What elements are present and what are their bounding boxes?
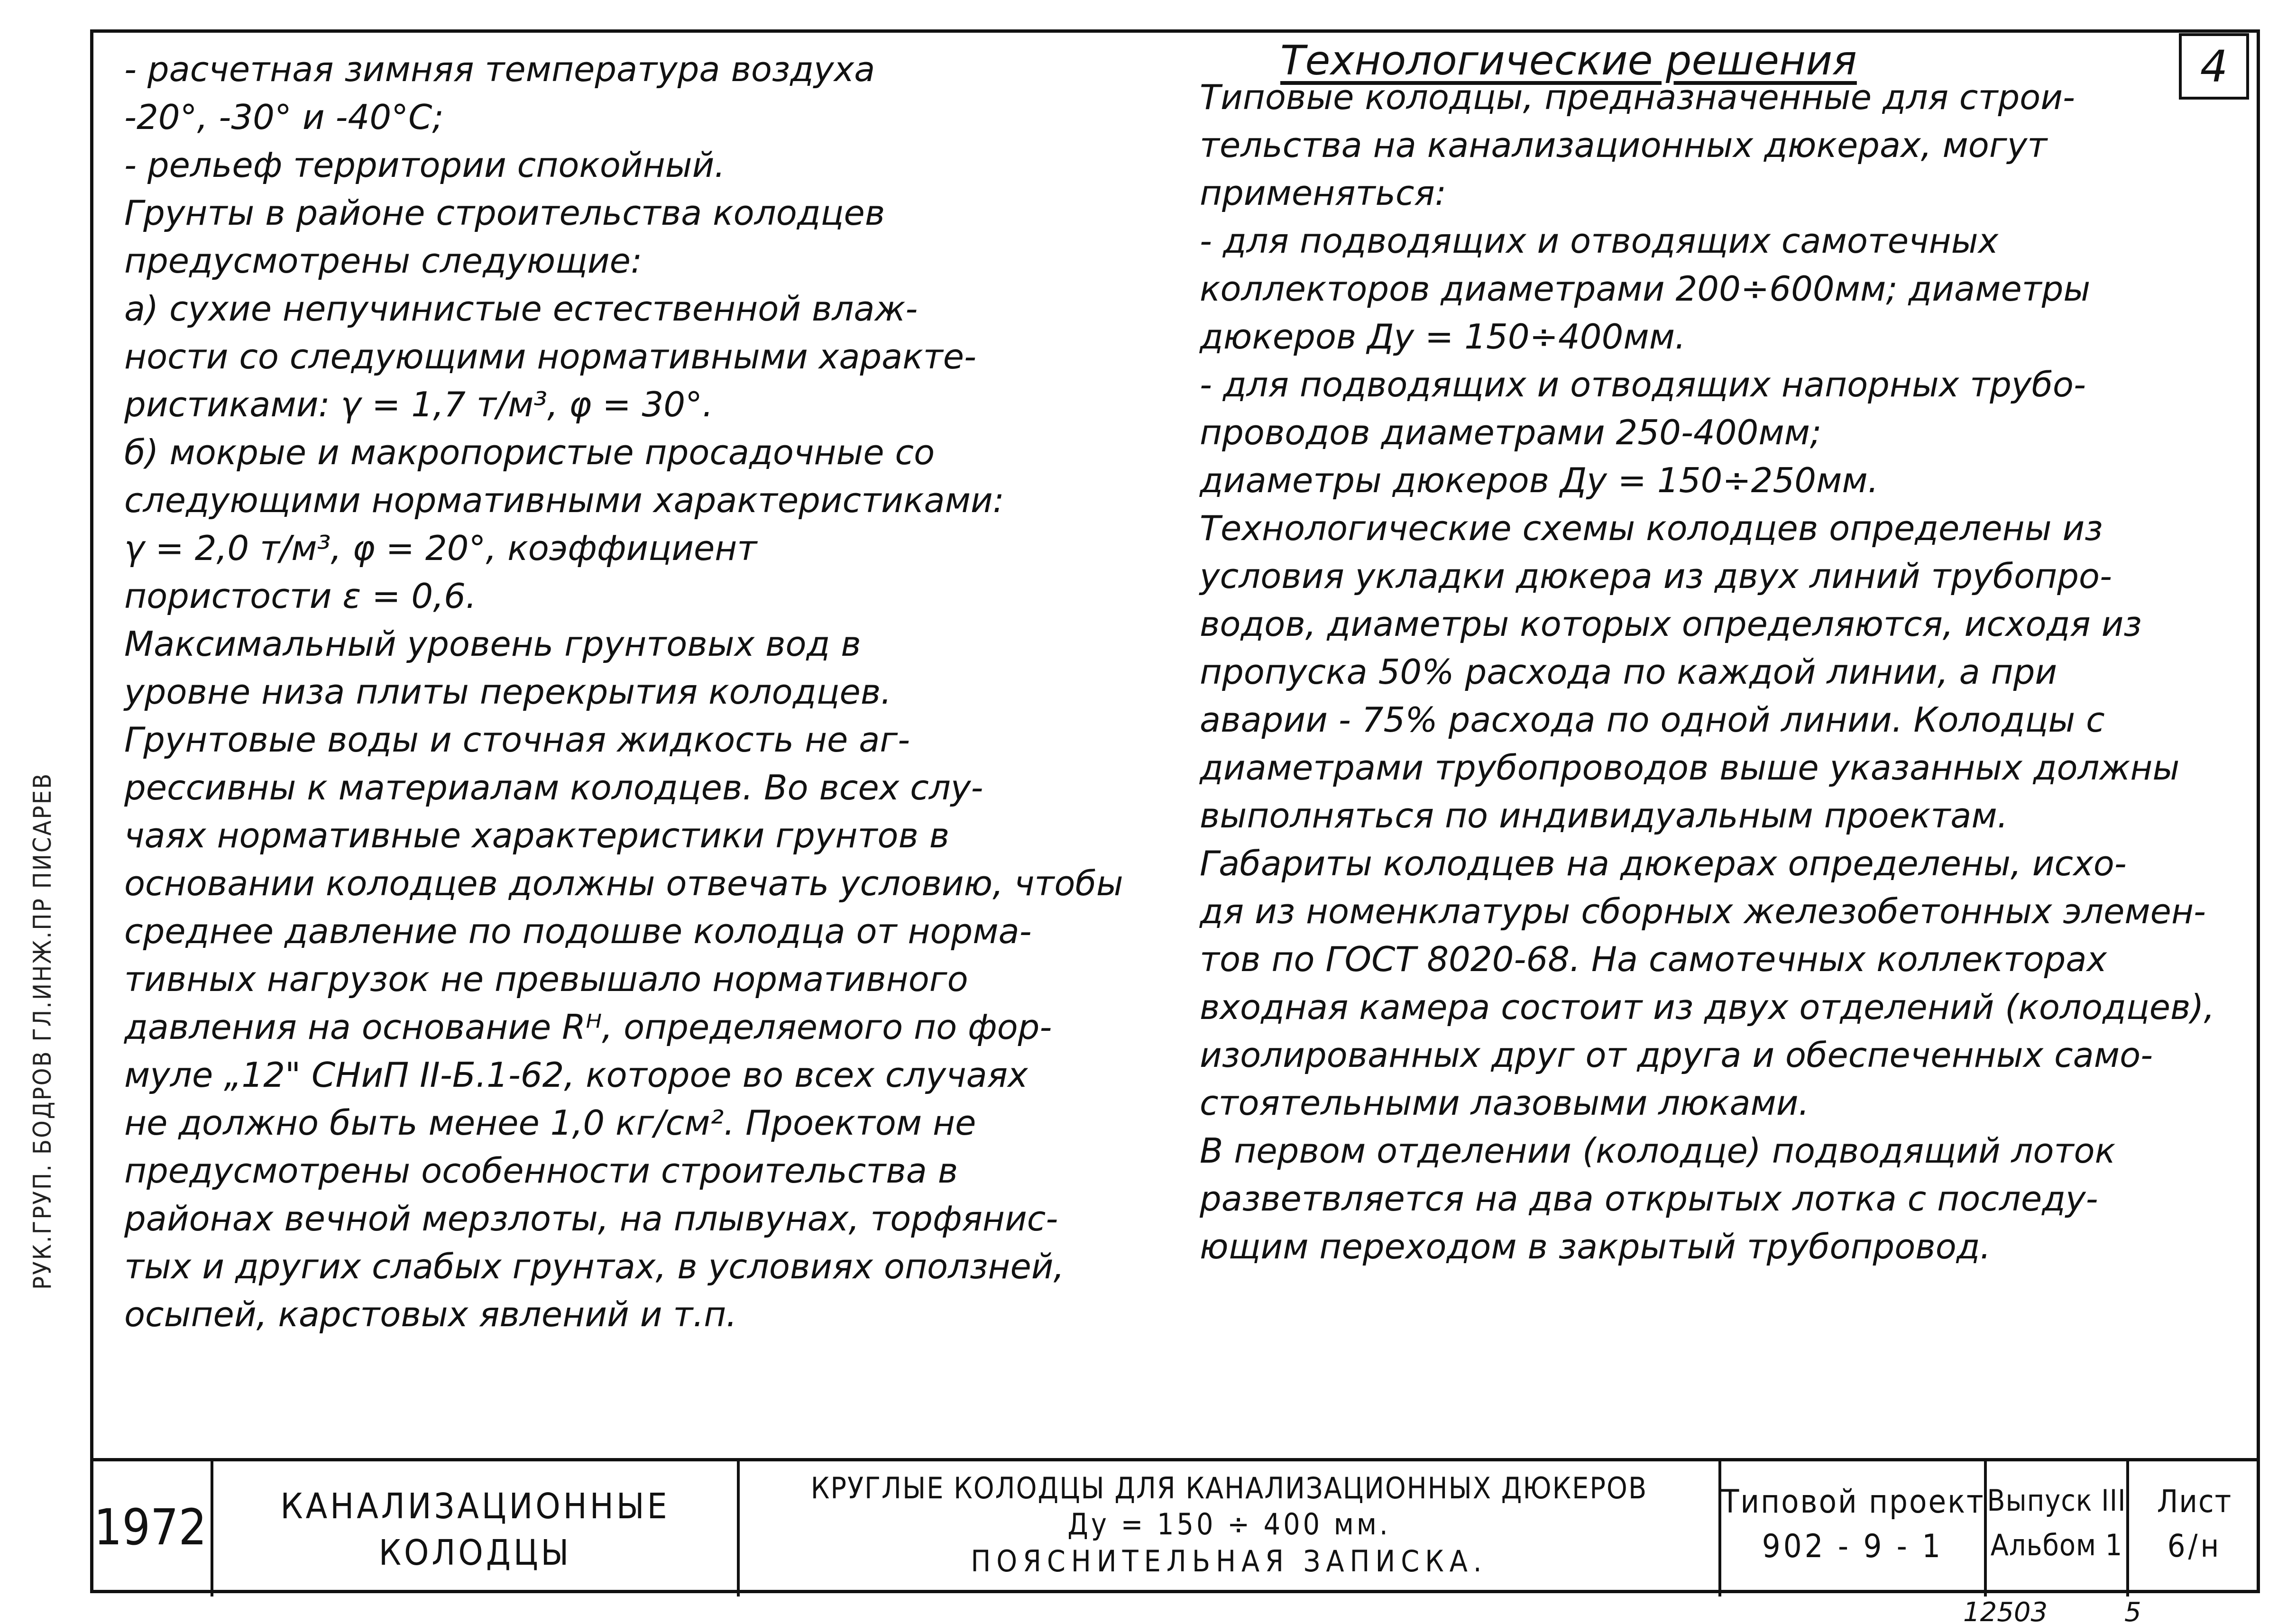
text-line: тивных нагрузок не превышало нормативного <box>124 959 968 999</box>
album-title-line-1: КАНАЛИЗАЦИОННЫЕ <box>280 1486 670 1527</box>
text-line: предусмотрены следующие: <box>124 241 643 281</box>
text-line: - рельеф территории спокойный. <box>124 145 726 185</box>
text-line: Габариты колодцев на дюкерах определены, исхо- <box>1200 844 2127 883</box>
text-line: γ = 2,0 т/м³, φ = 20°, коэффициент <box>124 528 757 568</box>
text-line: диаметрами трубопроводов выше указанных должны <box>1200 748 2180 788</box>
text-line: давления на основание Rᴴ, определяемого по фор- <box>124 1007 1052 1047</box>
section-heading: Технологические решения <box>1280 37 1857 84</box>
text-line: ющим переходом в закрытый трубопровод. <box>1200 1227 1991 1266</box>
title-block <box>90 1458 2260 1596</box>
project-label: Типовой проект <box>1721 1483 1985 1521</box>
text-line: - для подводящих и отводящих напорных трубо- <box>1200 365 2086 404</box>
text-line: уровне низа плиты перекрытия колодцев. <box>124 672 892 712</box>
text-line: основании колодцев должны отвечать условию, чтобы <box>124 863 1123 903</box>
text-line: -20°, -30° и -40°С; <box>124 97 444 137</box>
text-line: тов по ГОСТ 8020-68. На самотечных коллекторах <box>1200 939 2107 979</box>
text-line: диаметры дюкеров Ду = 150÷250мм. <box>1200 460 1879 500</box>
text-line: пропуска 50% расхода по каждой линии, а при <box>1200 652 2057 692</box>
text-line: тых и других слабых грунтах, в условиях оползней, <box>124 1247 1065 1286</box>
text-line: ности со следующими нормативными характе- <box>124 337 976 376</box>
text-line: следующими нормативными характеристиками: <box>124 480 1004 520</box>
text-line: дюкеров Ду = 150÷400мм. <box>1200 317 1686 357</box>
description-line-2: Ду = 150 ÷ 400 мм. <box>1067 1507 1391 1541</box>
text-line: муле „12" СНиП II-Б.1-62, которое во всех случаях <box>124 1055 1028 1095</box>
text-line: тельства на канализационных дюкерах, могут <box>1200 125 2048 165</box>
text-line: Технологические схемы колодцев определены из <box>1200 508 2103 548</box>
title-block-description-cell <box>740 1461 1721 1596</box>
archive-number: 12503 <box>1963 1597 2048 1624</box>
page-number-box: 4 <box>2179 33 2249 100</box>
text-line: выполняться по индивидуальным проектам. <box>1200 796 2008 835</box>
text-line: осыпей, карстовых явлений и т.п. <box>124 1294 737 1334</box>
page-index: 5 <box>2124 1597 2141 1624</box>
sheet-number: 6/н <box>2167 1528 2222 1564</box>
left-text-column <box>124 46 1196 1339</box>
description-line-3: ПОЯСНИТЕЛЬНАЯ ЗАПИСКА. <box>971 1544 1488 1578</box>
text-line: В первом отделении (колодце) подводящий лоток <box>1200 1131 2116 1171</box>
text-line: Типовые колодцы, предназначенные для строи- <box>1200 77 2075 117</box>
album-title-line-2: КОЛОДЦЫ <box>378 1532 572 1573</box>
text-line: чаях нормативные характеристики грунтов в <box>124 816 950 855</box>
text-line: районах вечной мерзлоты, на плывунах, торфянис- <box>124 1199 1058 1239</box>
text-line: не должно быть менее 1,0 кг/см². Проектом не <box>124 1103 976 1143</box>
text-line: аварии - 75% расхода по одной линии. Колодцы с <box>1200 700 2105 740</box>
text-line: а) сухие непучинистые естественной влаж- <box>124 289 918 329</box>
text-line: применяться: <box>1200 173 1447 213</box>
text-line: б) мокрые и макропористые просадочные со <box>124 432 935 472</box>
text-line: разветвляется на два открытых лотка с последу- <box>1200 1179 2098 1219</box>
title-block-year-cell <box>90 1461 213 1596</box>
text-line: водов, диаметры которых определяются, исходя из <box>1200 604 2142 644</box>
text-line: рессивны к материалам колодцев. Во всех слу- <box>124 768 983 807</box>
text-line: - расчетная зимняя температура воздуха <box>124 49 875 89</box>
title-block-album-cell <box>213 1461 740 1596</box>
text-line: условия укладки дюкера из двух линий трубопро- <box>1200 556 2112 596</box>
text-line: пористости ε = 0,6. <box>124 576 477 616</box>
text-line: среднее давление по подошве колодца от норма- <box>124 911 1032 951</box>
album-label: Альбом 1 <box>1990 1528 2123 1562</box>
year: 1972 <box>93 1498 207 1556</box>
title-block-sheet-cell <box>2129 1461 2260 1596</box>
sheet-label: Лист <box>2157 1483 2232 1520</box>
right-text-column <box>1200 73 2257 1271</box>
text-line: Грунты в районе строительства колодцев <box>124 193 885 233</box>
title-block-project-cell <box>1721 1461 1987 1596</box>
text-line: Грунтовые воды и сточная жидкость не аг- <box>124 720 910 760</box>
text-line: изолированных друг от друга и обеспеченных само- <box>1200 1035 2153 1075</box>
text-line: дя из номенклатуры сборных железобетонных элемен- <box>1200 891 2206 931</box>
title-block-issue-cell <box>1987 1461 2129 1596</box>
text-line: - для подводящих и отводящих самотечных <box>1200 221 1999 261</box>
text-line: предусмотрены особенности строительства в <box>124 1151 958 1191</box>
margin-signature-note: РУК.ГРУП. БОДРОВ ГЛ.ИНЖ.ПР ПИСАРЕВ <box>28 772 57 1290</box>
description-line-1: КРУГЛЫЕ КОЛОДЦЫ ДЛЯ КАНАЛИЗАЦИОННЫХ ДЮКЕРОВ <box>810 1471 1648 1505</box>
text-line: ристиками: γ = 1,7 т/м³, φ = 30°. <box>124 385 714 424</box>
text-line: стоятельными лазовыми люками. <box>1200 1083 1809 1123</box>
text-line: коллекторов диаметрами 200÷600мм; диаметры <box>1200 269 2091 309</box>
text-line: Максимальный уровень грунтовых вод в <box>124 624 861 664</box>
project-number: 902 - 9 - 1 <box>1762 1528 1944 1565</box>
issue-label: Выпуск III <box>1987 1483 2126 1518</box>
text-line: проводов диаметрами 250-400мм; <box>1200 413 1822 452</box>
text-line: входная камера состоит из двух отделений (колодцев), <box>1200 987 2215 1027</box>
